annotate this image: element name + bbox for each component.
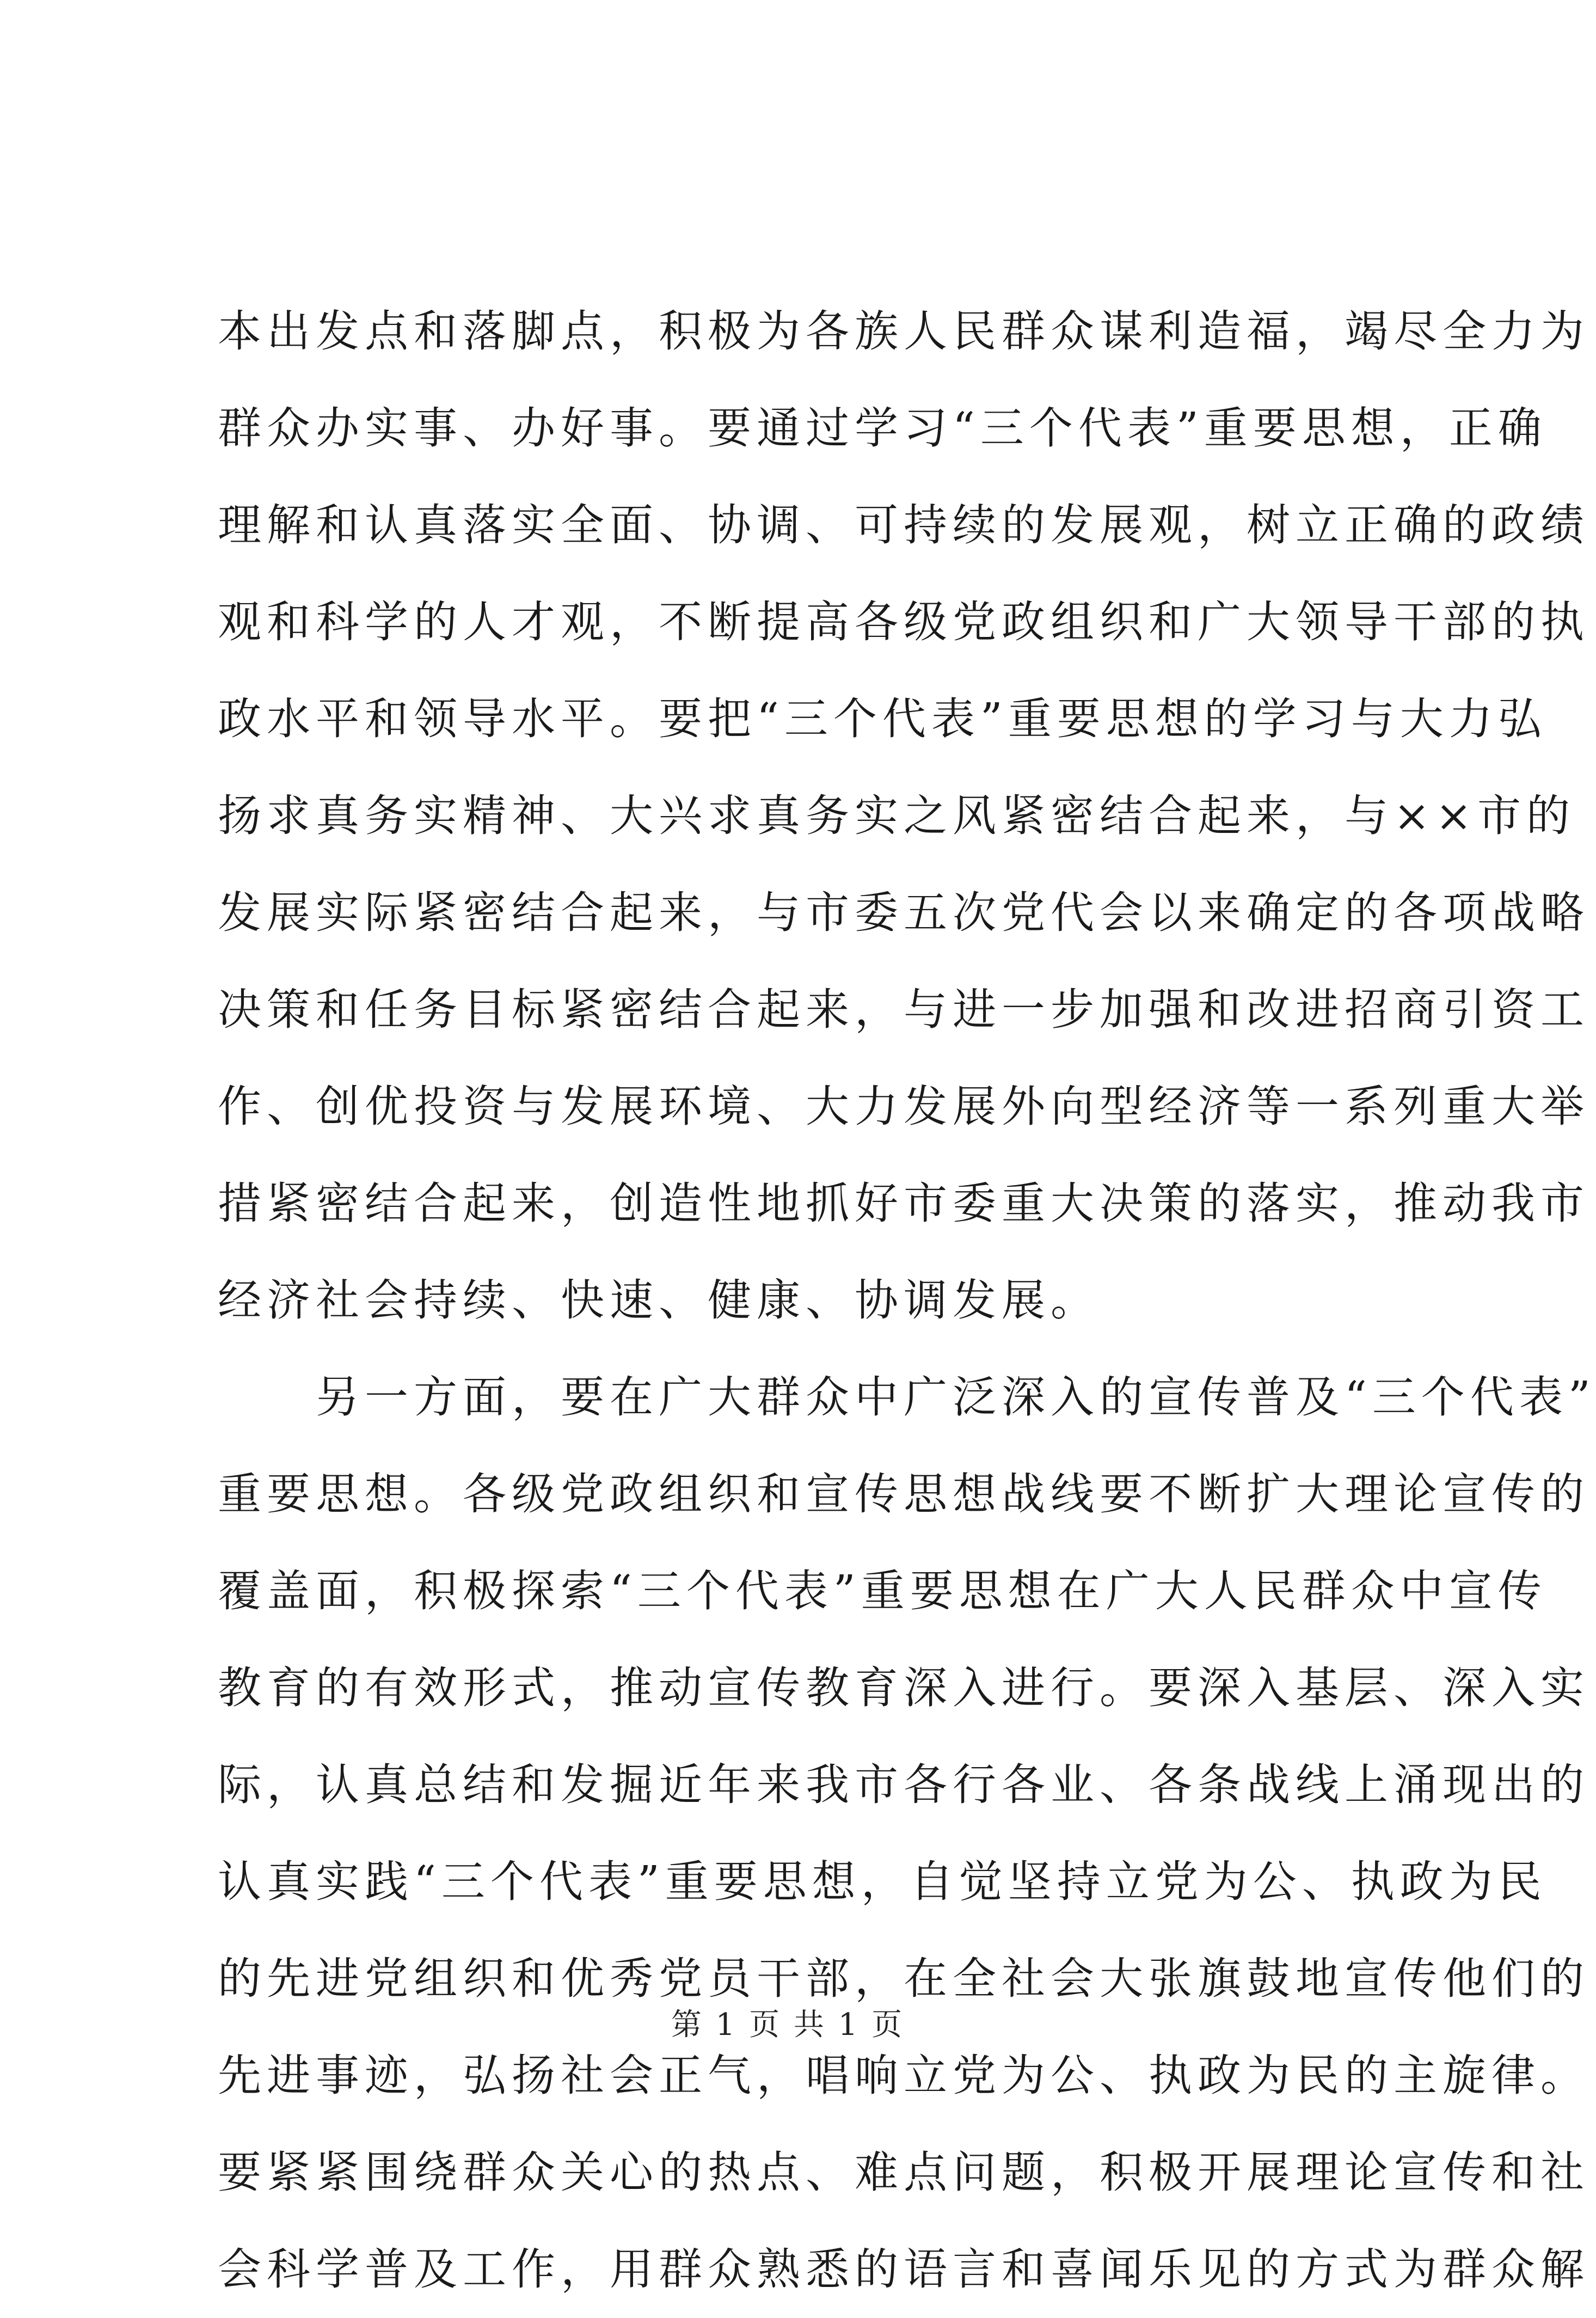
page-footer [0,2003,1575,2047]
text-line: 认真实践“三个代表”重要思想，自觉坚持立党为公、执政为民 [218,1856,1547,1907]
text-line: 理解和认真落实全面、协调、可持续的发展观，树立正确的政绩 [218,500,1589,550]
text-line: 决策和任务目标紧密结合起来，与进一步加强和改进招商引资工 [218,984,1589,1035]
text-line: 作、创优投资与发展环境、大力发展外向型经济等一系列重大举 [218,1081,1589,1132]
text-line: 扬求真务实精神、大兴求真务实之风紧密结合起来，与××市的 [218,790,1576,841]
text-line: 观和科学的人才观，不断提高各级党政组织和广大领导干部的执 [218,597,1589,647]
text-line: 政水平和领导水平。要把“三个代表”重要思想的学习与大力弘 [218,694,1547,744]
text-line: 发展实际紧密结合起来，与市委五次党代会以来确定的各项战略 [218,887,1589,938]
text-line: 教育的有效形式，推动宣传教育深入进行。要深入基层、深入实 [218,1663,1589,1713]
text-line: 本出发点和落脚点，积极为各族人民群众谋利造福，竭尽全力为 [218,306,1589,357]
text-line: 经济社会持续、快速、健康、协调发展。 [218,1275,1100,1326]
text-line: 际，认真总结和发掘近年来我市各行各业、各条战线上涌现出的 [218,1759,1589,1810]
text-line: 群众办实事、办好事。要通过学习“三个代表”重要思想，正确 [218,403,1547,453]
text-line: 覆盖面，积极探索“三个代表”重要思想在广大人民群众中宣传 [218,1566,1547,1616]
text-line: 会科学普及工作，用群众熟悉的语言和喜闻乐见的方式为群众解 [218,2244,1589,2295]
text-line: 的先进党组织和优秀党员干部，在全社会大张旗鼓地宣传他们的 [218,1953,1589,2004]
text-line: 另一方面，要在广大群众中广泛深入的宣传普及“三个代表” [218,1372,1596,1422]
text-line: 措紧密结合起来，创造性地抓好市委重大决策的落实，推动我市 [218,1178,1589,1229]
text-line: 先进事迹，弘扬社会正气，唱响立党为公、执政为民的主旋律。 [218,2050,1589,2101]
text-line: 重要思想。各级党政组织和宣传思想战线要不断扩大理论宣传的 [218,1469,1589,1519]
page-number: 第 1 页 共 1 页 [671,2007,905,2043]
text-line: 要紧紧围绕群众关心的热点、难点问题，积极开展理论宣传和社 [218,2147,1589,2198]
